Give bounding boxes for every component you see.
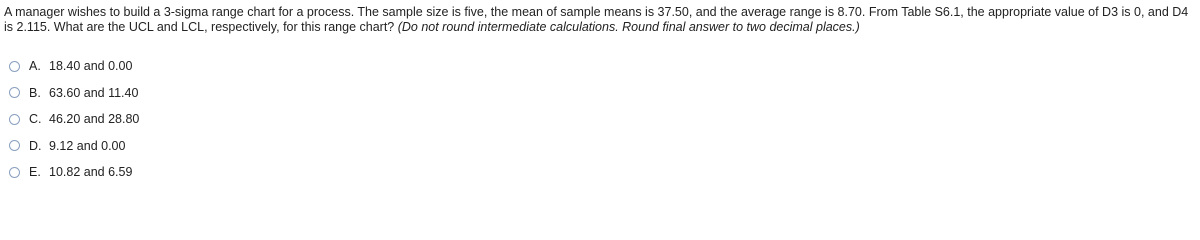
choice-letter: C. [29, 112, 42, 127]
radio-button-icon[interactable] [9, 114, 20, 125]
choice-text: 9.12 and 0.00 [49, 138, 126, 153]
choice-e[interactable] [9, 159, 139, 186]
answer-choices [9, 53, 139, 186]
choice-text: 18.40 and 0.00 [49, 59, 133, 74]
radio-button-icon[interactable] [9, 87, 20, 98]
radio-button-icon[interactable] [9, 140, 20, 151]
choice-letter: D. [29, 138, 42, 153]
choice-letter: B. [29, 85, 41, 100]
choice-b[interactable] [9, 80, 139, 107]
question-instructions: (Do not round intermediate calculations. Round final answer to two decimal places.) [397, 20, 860, 34]
question-text [4, 5, 1196, 35]
choice-letter: A. [29, 59, 41, 74]
radio-button-icon[interactable] [9, 167, 20, 178]
question-body: A manager wishes to build a 3-sigma range chart for a process. The sample size is five, the mean of sample means is 37.50, and the average range is 8.70. From Table S6.1, the appropriate value of D3 is 0, and D4 is 2.115. What are the UCL and LCL, respectively, for this range chart? [4, 5, 1189, 34]
choice-text: 10.82 and 6.59 [49, 165, 133, 180]
choice-a[interactable] [9, 53, 139, 80]
choice-d[interactable] [9, 133, 139, 160]
choice-text: 46.20 and 28.80 [49, 112, 140, 127]
choice-letter: E. [29, 165, 41, 180]
radio-button-icon[interactable] [9, 61, 20, 72]
choice-text: 63.60 and 11.40 [49, 85, 139, 100]
choice-c[interactable] [9, 106, 139, 133]
